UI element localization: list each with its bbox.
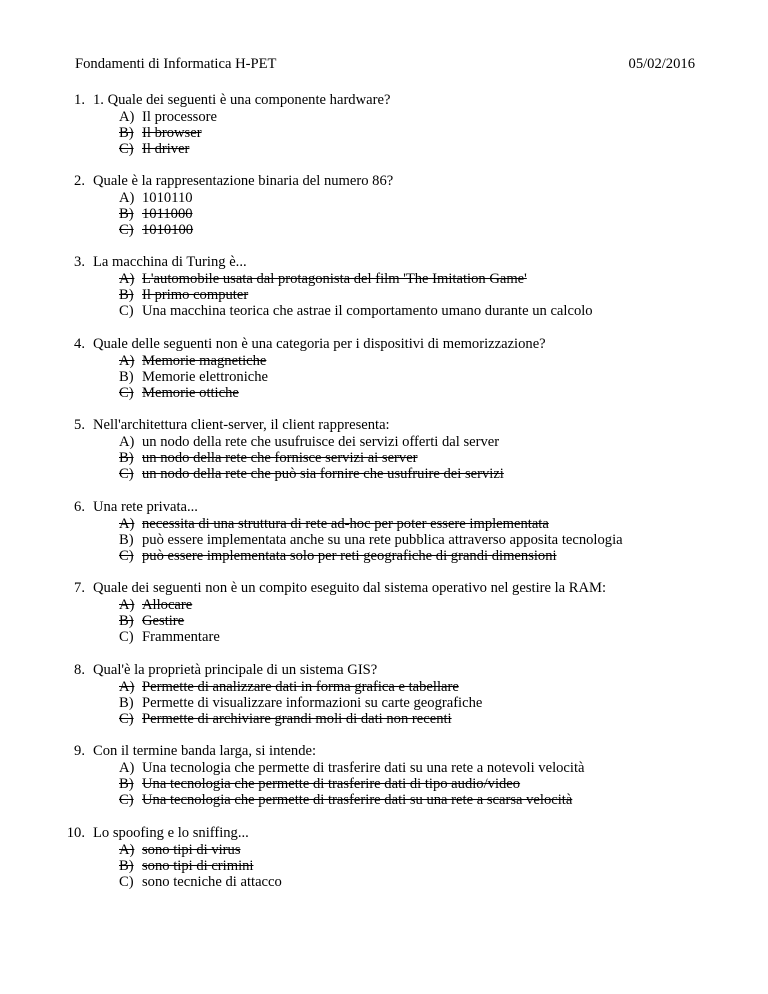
question-text (74, 335, 713, 353)
question-text (74, 579, 713, 597)
question-text (74, 742, 713, 760)
answer-option-struck (93, 711, 713, 727)
question-number: 8. (74, 662, 85, 678)
question-text (74, 172, 713, 190)
course-title: Fondamenti di Informatica H-PET (75, 56, 277, 72)
option-letter: B) (119, 287, 134, 303)
answer-option (93, 760, 713, 776)
answer-option (93, 434, 713, 450)
option-letter: A) (119, 679, 135, 695)
answer-option-struck (93, 613, 713, 629)
option-text: sono tipi di virus (142, 842, 241, 858)
question-text (74, 416, 713, 434)
option-letter: C) (119, 629, 134, 645)
question-number: 3. (74, 254, 85, 270)
option-letter: A) (119, 597, 135, 613)
option-letter: B) (119, 125, 134, 141)
option-letter: C) (119, 303, 134, 319)
option-text: Una tecnologia che permette di trasferire dati su una rete a scarsa velocità (142, 792, 573, 808)
answer-option-struck (93, 206, 713, 222)
answer-option-struck (93, 450, 713, 466)
option-text: Permette di visualizzare informazioni su carte geografiche (142, 695, 483, 711)
question-number: 4. (74, 336, 85, 352)
question-text (74, 661, 713, 679)
question-item (74, 661, 713, 727)
answer-option-struck (93, 792, 713, 808)
question-label: Quale dei seguenti non è un compito eseguito dal sistema operativo nel gestire la RAM: (93, 580, 607, 596)
option-letter: B) (119, 613, 134, 629)
option-letter: C) (119, 548, 134, 564)
option-text: Il driver (142, 141, 190, 157)
option-text: Il primo computer (142, 287, 249, 303)
question-number: 2. (74, 173, 85, 189)
answer-option-struck (93, 597, 713, 613)
question-item (74, 742, 713, 808)
option-letter: C) (119, 874, 134, 890)
exam-date: 05/02/2016 (628, 56, 695, 72)
option-text: un nodo della rete che può sia fornire che usufruire dei servizi (142, 466, 504, 482)
question-label: Lo spoofing e lo sniffing... (93, 825, 249, 841)
option-text: un nodo della rete che fornisce servizi ai server (142, 450, 418, 466)
option-letter: C) (119, 222, 134, 238)
option-text: può essere implementata solo per reti geografiche di grandi dimensioni (142, 548, 557, 564)
question-number: 1. (74, 92, 85, 108)
answer-option-struck (93, 516, 713, 532)
option-text: Una tecnologia che permette di trasferire dati su una rete a notevoli velocità (142, 760, 585, 776)
question-label: 1. Quale dei seguenti è una componente hardware? (93, 92, 391, 108)
option-letter: B) (119, 695, 134, 711)
answer-option (93, 303, 713, 319)
question-item (74, 416, 713, 482)
option-letter: A) (119, 190, 135, 206)
option-text: sono tecniche di attacco (142, 874, 282, 890)
option-text: Una tecnologia che permette di trasferire dati di tipo audio/video (142, 776, 521, 792)
question-label: Quale delle seguenti non è una categoria per i dispositivi di memorizzazione? (93, 336, 546, 352)
option-text: 1011000 (142, 206, 193, 222)
option-letter: C) (119, 792, 134, 808)
option-text: Una macchina teorica che astrae il comportamento umano durante un calcolo (142, 303, 593, 319)
option-text: Frammentare (142, 629, 220, 645)
option-text: necessita di una struttura di rete ad-hoc per poter essere implementata (142, 516, 549, 532)
answer-option (93, 532, 713, 548)
answer-option-struck (93, 287, 713, 303)
option-letter: A) (119, 434, 135, 450)
question-number: 6. (74, 499, 85, 515)
option-text: Il browser (142, 125, 202, 141)
option-letter: B) (119, 776, 134, 792)
option-letter: C) (119, 711, 134, 727)
question-label: Quale è la rappresentazione binaria del numero 86? (93, 173, 394, 189)
question-label: La macchina di Turing è... (93, 254, 247, 270)
answer-option-struck (93, 679, 713, 695)
question-label: Qual'è la proprietà principale di un sistema GIS? (93, 662, 378, 678)
question-number: 7. (74, 580, 85, 596)
answer-option-struck (93, 271, 713, 287)
answer-option-struck (93, 548, 713, 564)
question-label: Una rete privata... (93, 499, 198, 515)
option-letter: B) (119, 858, 134, 874)
option-text: Il processore (142, 109, 217, 125)
answer-option-struck (93, 776, 713, 792)
question-item (74, 91, 713, 157)
answer-option-struck (93, 141, 713, 157)
question-number: 9. (74, 743, 85, 759)
question-text (74, 498, 713, 516)
question-label: Con il termine banda larga, si intende: (93, 743, 317, 759)
question-text (74, 91, 713, 109)
answer-option-struck (93, 858, 713, 874)
option-letter: B) (119, 450, 134, 466)
option-letter: A) (119, 109, 135, 125)
question-item (66, 824, 713, 890)
question-number: 10. (66, 825, 85, 841)
answer-option-struck (93, 842, 713, 858)
answer-option-struck (93, 222, 713, 238)
option-text: L'automobile usata dal protagonista del film 'The Imitation Game' (142, 271, 527, 287)
question-number: 5. (74, 417, 85, 433)
answer-option (93, 874, 713, 890)
option-text: un nodo della rete che usufruisce dei servizi offerti dal server (142, 434, 500, 450)
answer-option (93, 695, 713, 711)
option-letter: A) (119, 516, 135, 532)
option-text: Memorie ottiche (142, 385, 239, 401)
option-text: Permette di analizzare dati in forma grafica e tabellare (142, 679, 459, 695)
answer-option-struck (93, 353, 713, 369)
option-letter: B) (119, 532, 134, 548)
answer-option (93, 190, 713, 206)
answer-option-struck (93, 125, 713, 141)
option-letter: A) (119, 760, 135, 776)
question-text (74, 253, 713, 271)
question-text (66, 824, 713, 842)
option-text: sono tipi di crimini (142, 858, 254, 874)
option-letter: A) (119, 271, 135, 287)
page-header (75, 56, 695, 76)
option-text: può essere implementata anche su una rete pubblica attraverso apposita tecnologia (142, 532, 623, 548)
answer-option (93, 109, 713, 125)
answer-option-struck (93, 466, 713, 482)
question-item (74, 253, 713, 319)
question-item (74, 579, 713, 645)
question-item (74, 172, 713, 238)
option-letter: C) (119, 385, 134, 401)
answer-option-struck (93, 385, 713, 401)
option-text: 1010110 (142, 190, 193, 206)
option-text: 1010100 (142, 222, 194, 238)
option-text: Memorie magnetiche (142, 353, 267, 369)
question-label: Nell'architettura client-server, il client rappresenta: (93, 417, 390, 433)
option-text: Allocare (142, 597, 193, 613)
option-text: Memorie elettroniche (142, 369, 269, 385)
option-text: Gestire (142, 613, 185, 629)
answer-option (93, 629, 713, 645)
option-letter: C) (119, 141, 134, 157)
option-letter: A) (119, 842, 135, 858)
option-letter: B) (119, 206, 134, 222)
question-item (74, 498, 713, 564)
answer-option (93, 369, 713, 385)
option-text: Permette di archiviare grandi moli di dati non recenti (142, 711, 452, 727)
question-item (74, 335, 713, 401)
option-letter: C) (119, 466, 134, 482)
option-letter: B) (119, 369, 134, 385)
option-letter: A) (119, 353, 135, 369)
